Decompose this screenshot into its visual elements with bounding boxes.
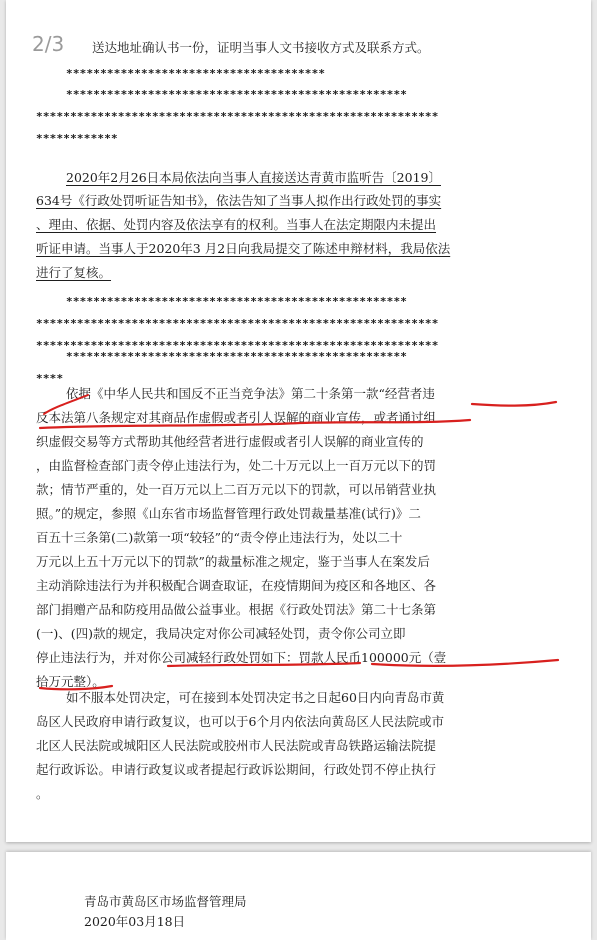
line-hearing-3: 、理由、依据、处罚内容及依法享有的权利。当事人在法定期限内未提出 xyxy=(36,217,437,232)
line-basis-8: 万元以上五十万元以下的罚款”的裁量标准之规定，鉴于当事人在案发后 xyxy=(36,554,430,569)
line-basis-4: ，由监督检查部门责令停止违法行为，处二十万元以上一百万元以下的罚 xyxy=(36,458,437,473)
line-basis-10: 部门捐赠产品和防疫用品做公益事业。根据《行政处罚法》第二十七条第 xyxy=(36,602,437,617)
line-basis-13: 拾万元整）。 xyxy=(36,674,105,689)
line-hearing-1: 2020年2月26日本局依法向当事人直接送达青黄市监听告〔2019〕 xyxy=(66,170,441,185)
stars-2: ************************************************** xyxy=(66,88,408,101)
line-hearing-4: 听证申请。当事人于2020年3 月2日向我局提交了陈述申辩材料，我局依法 xyxy=(36,241,451,256)
line-appeal-3: 北区人民法院或城阳区人民法院或胶州市人民法院或青岛铁路运输法院提 xyxy=(36,738,437,753)
line-appeal-4: 起行政诉讼。申请行政复议或者提起行政诉讼期间，行政处罚不停止执行 xyxy=(36,762,437,777)
stars-4: ************ xyxy=(36,132,118,145)
stars-5: ************************************************** xyxy=(66,295,408,308)
line-basis-12: 停止违法行为，并对你公司减轻行政处罚如下：罚款人民币100000元（壹 xyxy=(36,650,447,665)
stars-9: **** xyxy=(36,372,64,385)
line-appeal-2: 岛区人民政府申请行政复议，也可以于6个月内依法向黄岛区人民法院或市 xyxy=(36,714,444,729)
line-basis-3: 织虚假交易等方式帮助其他经营者进行虚假或者引人误解的商业宣传的 xyxy=(36,434,424,449)
footer-date: 2020年03月18日 xyxy=(84,914,186,929)
stars-6: *********************************************************** xyxy=(36,317,439,330)
line-basis-6: 照。”的规定，参照《山东省市场监督管理行政处罚裁量基准(试行)》二 xyxy=(36,506,421,521)
line-basis-11: (一)、(四)款的规定，我局决定对你公司减轻处罚，责令你公司立即 xyxy=(36,626,406,641)
line-basis-9: 主动消除违法行为并积极配合调查取证，在疫情期间为疫区和各地区、各 xyxy=(36,578,437,593)
stars-7: *********************************************************** xyxy=(36,339,439,352)
line-hearing-5: 进行了复核。 xyxy=(36,265,112,280)
line-basis-5: 款；情节严重的，处一百万元以上二百万元以下的罚款，可以吊销营业执 xyxy=(36,482,437,497)
stars-8: ************************************************** xyxy=(66,350,408,363)
line-1: 送达地址确认书一份，证明当事人文书接收方式及联系方式。 xyxy=(92,40,430,55)
line-basis-1: 依据《中华人民共和国反不正当竞争法》第二十条第一款“经营者违 xyxy=(66,386,435,401)
footer-agency: 青岛市黄岛区市场监督管理局 xyxy=(84,894,247,909)
stars-3: *********************************************************** xyxy=(36,110,439,123)
line-appeal-1: 如不服本处罚决定，可在接到本处罚决定书之日起60日内向青岛市黄 xyxy=(66,690,445,705)
line-basis-2: 反本法第八条规定对其商品作虚假或者引人误解的商业宣传，或者通过组 xyxy=(36,410,437,425)
page-number: 2/3 xyxy=(32,32,65,56)
line-basis-7: 百五十三条第(二)款第一项“较轻”的“责令停止违法行为，处以二十 xyxy=(36,530,403,545)
stars-1: ************************************** xyxy=(66,67,326,80)
line-appeal-5: 。 xyxy=(36,786,49,801)
line-hearing-2: 634号《行政处罚听证告知书》，依法告知了当事人拟作出行政处罚的事实 xyxy=(36,193,442,208)
